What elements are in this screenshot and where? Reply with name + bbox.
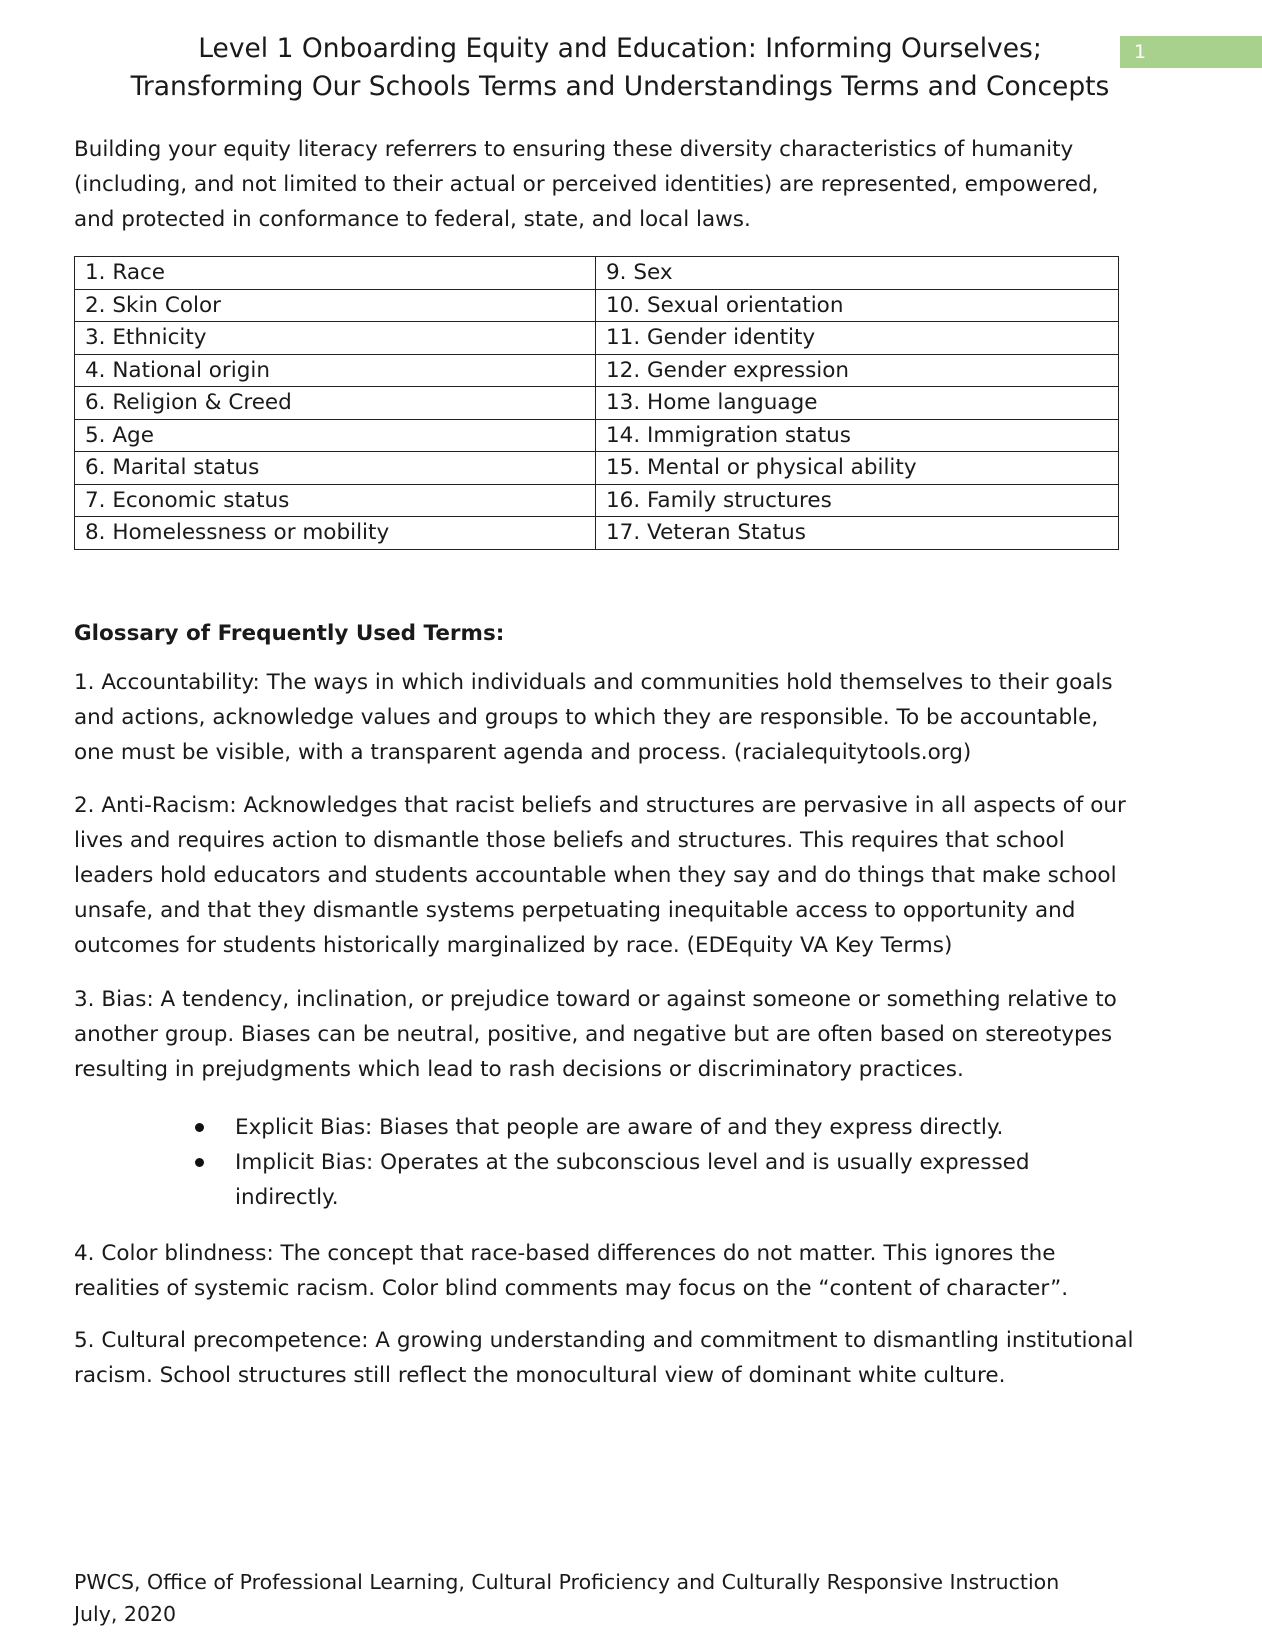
- table-cell: 12. Gender expression: [596, 354, 1119, 387]
- glossary-term-cultural-precompetence: 5. Cultural precompetence: A growing understanding and commitment to dismantling institutional racism. School structures still reflect the monocultural view of dominant white culture.: [74, 1328, 1134, 1388]
- title-line-1: Level 1 Onboarding Equity and Education: Informing Ourselves;: [198, 33, 1042, 64]
- table-cell: 17. Veteran Status: [596, 517, 1119, 550]
- footer-line-1: PWCS, Office of Professional Learning, Cultural Proficiency and Culturally Responsive Instruction: [74, 1570, 1060, 1594]
- table-cell: 7. Economic status: [75, 484, 596, 517]
- page-footer: [74, 1566, 1174, 1630]
- table-row: [75, 289, 1119, 322]
- table-cell: 9. Sex: [596, 257, 1119, 290]
- table-cell: 14. Immigration status: [596, 419, 1119, 452]
- table-row: [75, 419, 1119, 452]
- bias-types-list: [195, 1110, 1095, 1215]
- diversity-characteristics-table: [74, 256, 1119, 550]
- title-line-2: Transforming Our Schools Terms and Understandings Terms and Concepts: [130, 71, 1110, 102]
- table-row: [75, 257, 1119, 290]
- table-cell: 16. Family structures: [596, 484, 1119, 517]
- table-row: [75, 387, 1119, 420]
- glossary-term-color-blindness: 4. Color blindness: The concept that race-based differences do not matter. This ignores the realities of systemic racism. Color blind comments may focus on the “content of character”.: [74, 1241, 1069, 1301]
- table-cell: 15. Mental or physical ability: [596, 452, 1119, 485]
- footer-line-2: July, 2020: [74, 1602, 177, 1626]
- table-cell: 5. Age: [75, 419, 596, 452]
- glossary-term-bias: 3. Bias: A tendency, inclination, or prejudice toward or against someone or something relative to another group. Biases can be neutral, positive, and negative but are often based on stereotypes resulting in prejudgments which lead to rash decisions or discriminatory practices.: [74, 987, 1117, 1082]
- table-cell: 8. Homelessness or mobility: [75, 517, 596, 550]
- table-cell: 10. Sexual orientation: [596, 289, 1119, 322]
- table-cell: 11. Gender identity: [596, 322, 1119, 355]
- table-row: [75, 354, 1119, 387]
- table-cell: 4. National origin: [75, 354, 596, 387]
- table-row: [75, 452, 1119, 485]
- page-number-badge: 1: [1120, 36, 1262, 68]
- table-row: [75, 484, 1119, 517]
- table-cell: 3. Ethnicity: [75, 322, 596, 355]
- table-cell: 2. Skin Color: [75, 289, 596, 322]
- table-row: [75, 517, 1119, 550]
- intro-paragraph: Building your equity literacy referrers to ensuring these diversity characteristics of humanity (including, and not limited to their actual or perceived identities) are represented, empowered, and protected in conformance to federal, state, and local laws.: [74, 137, 1099, 232]
- glossary-term-anti-racism: 2. Anti-Racism: Acknowledges that racist beliefs and structures are pervasive in all aspects of our lives and requires action to dismantle those beliefs and structures. This requires that school leaders hold educators and students accountable when they say and do things that make school unsafe, and that they dismantle systems perpetuating inequitable access to opportunity and outcomes for students historically marginalized by race. (EDEquity VA Key Terms): [74, 793, 1126, 958]
- table-cell: 1. Race: [75, 257, 596, 290]
- list-item-implicit-bias: Implicit Bias: Operates at the subconscious level and is usually expressed indirectly.: [195, 1145, 1095, 1215]
- table-row: [75, 322, 1119, 355]
- list-item-explicit-bias: Explicit Bias: Biases that people are aware of and they express directly.: [195, 1110, 1095, 1145]
- table-cell: 13. Home language: [596, 387, 1119, 420]
- glossary-term-accountability: 1. Accountability: The ways in which individuals and communities hold themselves to their goals and actions, acknowledge values and groups to which they are responsible. To be accountable, one must be visible, with a transparent agenda and process. (racialequitytools.org): [74, 670, 1113, 765]
- table-cell: 6. Marital status: [75, 452, 596, 485]
- document-title: [60, 30, 1180, 106]
- glossary-heading: Glossary of Frequently Used Terms:: [74, 621, 505, 646]
- table-cell: 6. Religion & Creed: [75, 387, 596, 420]
